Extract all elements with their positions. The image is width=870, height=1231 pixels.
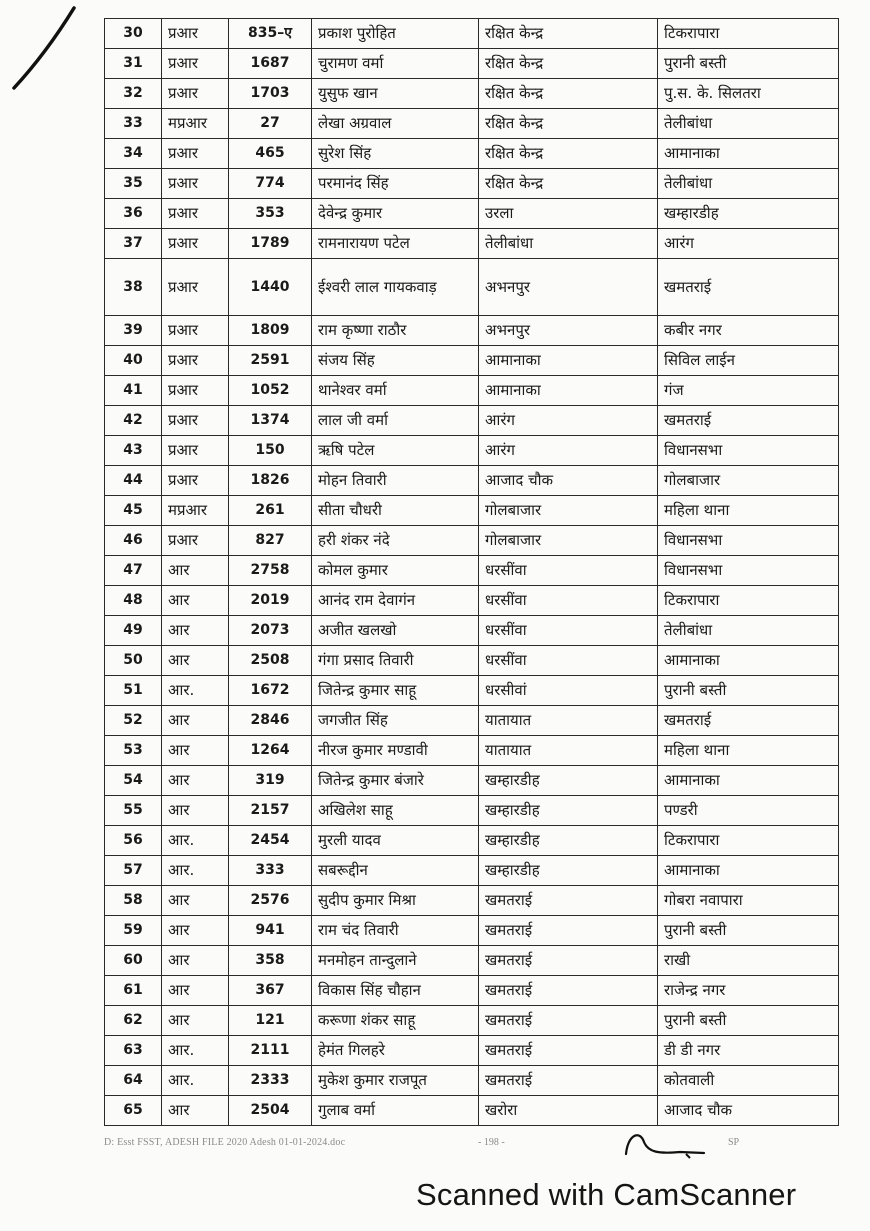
current-posting-cell: यातायात: [479, 706, 658, 736]
table-row: [105, 796, 839, 826]
current-posting-cell: खमतराई: [479, 976, 658, 1006]
serial-number-cell: 42: [105, 406, 162, 436]
rank-cell: मप्रआर: [162, 109, 229, 139]
rank-cell: आर: [162, 1006, 229, 1036]
current-posting-cell: खम्हारडीह: [479, 796, 658, 826]
serial-number-cell: 56: [105, 826, 162, 856]
serial-number-cell: 53: [105, 736, 162, 766]
table-row: [105, 586, 839, 616]
rank-cell: प्रआर: [162, 79, 229, 109]
rank-cell: आर: [162, 976, 229, 1006]
name-cell: अखिलेश साहू: [312, 796, 479, 826]
signature-icon: [618, 1124, 708, 1164]
current-posting-cell: तेलीबांधा: [479, 229, 658, 259]
rank-cell: प्रआर: [162, 526, 229, 556]
new-posting-cell: आमानाका: [658, 646, 839, 676]
serial-number-cell: 39: [105, 316, 162, 346]
current-posting-cell: धरसींवा: [479, 586, 658, 616]
table-row: [105, 316, 839, 346]
rank-cell: प्रआर: [162, 139, 229, 169]
badge-number-cell: 2591: [229, 346, 312, 376]
rank-cell: आर: [162, 706, 229, 736]
badge-number-cell: 2846: [229, 706, 312, 736]
table-row: [105, 496, 839, 526]
new-posting-cell: पु.स. के. सिलतरा: [658, 79, 839, 109]
new-posting-cell: कोतवाली: [658, 1066, 839, 1096]
rank-cell: प्रआर: [162, 229, 229, 259]
current-posting-cell: धरसींवा: [479, 556, 658, 586]
serial-number-cell: 51: [105, 676, 162, 706]
rank-cell: प्रआर: [162, 49, 229, 79]
new-posting-cell: आजाद चौक: [658, 1096, 839, 1126]
badge-number-cell: 121: [229, 1006, 312, 1036]
table-row: [105, 856, 839, 886]
rank-cell: प्रआर: [162, 436, 229, 466]
name-cell: सुरेश सिंह: [312, 139, 479, 169]
name-cell: अजीत खलखो: [312, 616, 479, 646]
serial-number-cell: 62: [105, 1006, 162, 1036]
serial-number-cell: 49: [105, 616, 162, 646]
name-cell: जितेन्द्र कुमार बंजारे: [312, 766, 479, 796]
name-cell: गुलाब वर्मा: [312, 1096, 479, 1126]
name-cell: मुरली यादव: [312, 826, 479, 856]
name-cell: सबरूद्दीन: [312, 856, 479, 886]
serial-number-cell: 46: [105, 526, 162, 556]
table-row: [105, 19, 839, 49]
current-posting-cell: उरला: [479, 199, 658, 229]
name-cell: लेखा अग्रवाल: [312, 109, 479, 139]
badge-number-cell: 1440: [229, 259, 312, 316]
rank-cell: प्रआर: [162, 466, 229, 496]
table-row: [105, 676, 839, 706]
table-row: [105, 976, 839, 1006]
name-cell: जगजीत सिंह: [312, 706, 479, 736]
name-cell: सुदीप कुमार मिश्रा: [312, 886, 479, 916]
rank-cell: आर: [162, 646, 229, 676]
table-row: [105, 706, 839, 736]
new-posting-cell: टिकरापारा: [658, 19, 839, 49]
current-posting-cell: धरसीवां: [479, 676, 658, 706]
new-posting-cell: खमतराई: [658, 706, 839, 736]
serial-number-cell: 50: [105, 646, 162, 676]
table-row: [105, 79, 839, 109]
rank-cell: प्रआर: [162, 259, 229, 316]
table-row: [105, 946, 839, 976]
badge-number-cell: 1809: [229, 316, 312, 346]
serial-number-cell: 47: [105, 556, 162, 586]
current-posting-cell: रक्षित केन्द्र: [479, 79, 658, 109]
serial-number-cell: 34: [105, 139, 162, 169]
name-cell: ऋषि पटेल: [312, 436, 479, 466]
rank-cell: प्रआर: [162, 199, 229, 229]
new-posting-cell: विधानसभा: [658, 526, 839, 556]
table-row: [105, 436, 839, 466]
serial-number-cell: 36: [105, 199, 162, 229]
table-row: [105, 466, 839, 496]
new-posting-cell: कबीर नगर: [658, 316, 839, 346]
footer-page-number: - 198 -: [478, 1137, 505, 1148]
rank-cell: प्रआर: [162, 406, 229, 436]
rank-cell: आर.: [162, 676, 229, 706]
badge-number-cell: 150: [229, 436, 312, 466]
serial-number-cell: 48: [105, 586, 162, 616]
badge-number-cell: 2454: [229, 826, 312, 856]
table-row: [105, 916, 839, 946]
new-posting-cell: तेलीबांधा: [658, 169, 839, 199]
serial-number-cell: 45: [105, 496, 162, 526]
rank-cell: आर: [162, 586, 229, 616]
badge-number-cell: 1374: [229, 406, 312, 436]
current-posting-cell: रक्षित केन्द्र: [479, 139, 658, 169]
rank-cell: आर: [162, 616, 229, 646]
current-posting-cell: आमानाका: [479, 346, 658, 376]
serial-number-cell: 35: [105, 169, 162, 199]
new-posting-cell: पण्डरी: [658, 796, 839, 826]
badge-number-cell: 333: [229, 856, 312, 886]
badge-number-cell: 27: [229, 109, 312, 139]
new-posting-cell: आमानाका: [658, 139, 839, 169]
transfer-table: [104, 18, 839, 1126]
name-cell: मनमोहन तान्दुलाने: [312, 946, 479, 976]
rank-cell: आर: [162, 556, 229, 586]
name-cell: प्रकाश पुरोहित: [312, 19, 479, 49]
new-posting-cell: गोबरा नवापारा: [658, 886, 839, 916]
current-posting-cell: रक्षित केन्द्र: [479, 169, 658, 199]
badge-number-cell: 1703: [229, 79, 312, 109]
new-posting-cell: खम्हारडीह: [658, 199, 839, 229]
current-posting-cell: रक्षित केन्द्र: [479, 49, 658, 79]
current-posting-cell: खम्हारडीह: [479, 826, 658, 856]
name-cell: लाल जी वर्मा: [312, 406, 479, 436]
serial-number-cell: 44: [105, 466, 162, 496]
badge-number-cell: 261: [229, 496, 312, 526]
new-posting-cell: खमतराई: [658, 406, 839, 436]
current-posting-cell: खमतराई: [479, 1066, 658, 1096]
serial-number-cell: 32: [105, 79, 162, 109]
rank-cell: प्रआर: [162, 316, 229, 346]
current-posting-cell: गोलबाजार: [479, 496, 658, 526]
table-row: [105, 526, 839, 556]
table-row: [105, 229, 839, 259]
badge-number-cell: 358: [229, 946, 312, 976]
rank-cell: आर.: [162, 856, 229, 886]
table-row: [105, 616, 839, 646]
table-row: [105, 826, 839, 856]
badge-number-cell: 1672: [229, 676, 312, 706]
badge-number-cell: 367: [229, 976, 312, 1006]
name-cell: युसुफ खान: [312, 79, 479, 109]
pen-mark-icon: [8, 4, 78, 94]
badge-number-cell: 2111: [229, 1036, 312, 1066]
name-cell: जितेन्द्र कुमार साहू: [312, 676, 479, 706]
new-posting-cell: पुरानी बस्ती: [658, 916, 839, 946]
transfer-table-body: [105, 19, 839, 1126]
new-posting-cell: गंज: [658, 376, 839, 406]
serial-number-cell: 54: [105, 766, 162, 796]
table-row: [105, 169, 839, 199]
current-posting-cell: खम्हारडीह: [479, 856, 658, 886]
serial-number-cell: 65: [105, 1096, 162, 1126]
current-posting-cell: खमतराई: [479, 916, 658, 946]
serial-number-cell: 41: [105, 376, 162, 406]
new-posting-cell: आमानाका: [658, 856, 839, 886]
new-posting-cell: विधानसभा: [658, 556, 839, 586]
rank-cell: प्रआर: [162, 346, 229, 376]
new-posting-cell: तेलीबांधा: [658, 616, 839, 646]
rank-cell: आर: [162, 1096, 229, 1126]
table-row: [105, 556, 839, 586]
current-posting-cell: खरोरा: [479, 1096, 658, 1126]
name-cell: विकास सिंह चौहान: [312, 976, 479, 1006]
serial-number-cell: 40: [105, 346, 162, 376]
current-posting-cell: खमतराई: [479, 1036, 658, 1066]
new-posting-cell: आरंग: [658, 229, 839, 259]
serial-number-cell: 37: [105, 229, 162, 259]
current-posting-cell: आजाद चौक: [479, 466, 658, 496]
serial-number-cell: 43: [105, 436, 162, 466]
current-posting-cell: खमतराई: [479, 1006, 658, 1036]
serial-number-cell: 63: [105, 1036, 162, 1066]
table-row: [105, 199, 839, 229]
rank-cell: आर: [162, 796, 229, 826]
name-cell: परमानंद सिंह: [312, 169, 479, 199]
name-cell: चुरामण वर्मा: [312, 49, 479, 79]
new-posting-cell: राखी: [658, 946, 839, 976]
table-row: [105, 736, 839, 766]
current-posting-cell: धरसींवा: [479, 646, 658, 676]
name-cell: कोमल कुमार: [312, 556, 479, 586]
badge-number-cell: 1052: [229, 376, 312, 406]
table-row: [105, 109, 839, 139]
badge-number-cell: 1826: [229, 466, 312, 496]
current-posting-cell: यातायात: [479, 736, 658, 766]
badge-number-cell: 1789: [229, 229, 312, 259]
new-posting-cell: खमतराई: [658, 259, 839, 316]
rank-cell: मप्रआर: [162, 496, 229, 526]
new-posting-cell: विधानसभा: [658, 436, 839, 466]
rank-cell: आर.: [162, 1066, 229, 1096]
new-posting-cell: टिकरापारा: [658, 826, 839, 856]
current-posting-cell: खमतराई: [479, 946, 658, 976]
rank-cell: आर: [162, 916, 229, 946]
table-row: [105, 1006, 839, 1036]
current-posting-cell: अभनपुर: [479, 259, 658, 316]
serial-number-cell: 59: [105, 916, 162, 946]
badge-number-cell: 827: [229, 526, 312, 556]
name-cell: हेमंत गिलहरे: [312, 1036, 479, 1066]
serial-number-cell: 58: [105, 886, 162, 916]
new-posting-cell: आमानाका: [658, 766, 839, 796]
rank-cell: आर: [162, 766, 229, 796]
new-posting-cell: पुरानी बस्ती: [658, 49, 839, 79]
current-posting-cell: रक्षित केन्द्र: [479, 109, 658, 139]
table-row: [105, 376, 839, 406]
table-row: [105, 49, 839, 79]
new-posting-cell: राजेन्द्र नगर: [658, 976, 839, 1006]
footer-file-path: D: Esst FSST, ADESH FILE 2020 Adesh 01-01-2024.doc: [104, 1137, 346, 1148]
serial-number-cell: 60: [105, 946, 162, 976]
rank-cell: आर.: [162, 826, 229, 856]
table-row: [105, 1096, 839, 1126]
new-posting-cell: तेलीबांधा: [658, 109, 839, 139]
current-posting-cell: रक्षित केन्द्र: [479, 19, 658, 49]
name-cell: राम कृष्णा राठौर: [312, 316, 479, 346]
name-cell: मोहन तिवारी: [312, 466, 479, 496]
serial-number-cell: 30: [105, 19, 162, 49]
name-cell: थानेश्वर वर्मा: [312, 376, 479, 406]
serial-number-cell: 31: [105, 49, 162, 79]
badge-number-cell: 835–ए: [229, 19, 312, 49]
badge-number-cell: 2758: [229, 556, 312, 586]
name-cell: देवेन्द्र कुमार: [312, 199, 479, 229]
badge-number-cell: 2073: [229, 616, 312, 646]
table-row: [105, 646, 839, 676]
name-cell: आनंद राम देवागंन: [312, 586, 479, 616]
badge-number-cell: 353: [229, 199, 312, 229]
rank-cell: आर: [162, 946, 229, 976]
name-cell: हरी शंकर नंदे: [312, 526, 479, 556]
badge-number-cell: 2333: [229, 1066, 312, 1096]
serial-number-cell: 33: [105, 109, 162, 139]
name-cell: मुकेश कुमार राजपूत: [312, 1066, 479, 1096]
badge-number-cell: 1687: [229, 49, 312, 79]
table-row: [105, 1036, 839, 1066]
table-row: [105, 346, 839, 376]
current-posting-cell: गोलबाजार: [479, 526, 658, 556]
current-posting-cell: धरसींवा: [479, 616, 658, 646]
name-cell: नीरज कुमार मण्डावी: [312, 736, 479, 766]
badge-number-cell: 2504: [229, 1096, 312, 1126]
new-posting-cell: डी डी नगर: [658, 1036, 839, 1066]
table-row: [105, 1066, 839, 1096]
table-row: [105, 406, 839, 436]
badge-number-cell: 319: [229, 766, 312, 796]
current-posting-cell: आरंग: [479, 436, 658, 466]
badge-number-cell: 941: [229, 916, 312, 946]
new-posting-cell: सिविल लाईन: [658, 346, 839, 376]
name-cell: करूणा शंकर साहू: [312, 1006, 479, 1036]
new-posting-cell: पुरानी बस्ती: [658, 1006, 839, 1036]
serial-number-cell: 61: [105, 976, 162, 1006]
rank-cell: आर: [162, 886, 229, 916]
camscanner-watermark: Scanned with CamScanner: [416, 1177, 797, 1212]
rank-cell: आर.: [162, 1036, 229, 1066]
rank-cell: आर: [162, 736, 229, 766]
name-cell: संजय सिंह: [312, 346, 479, 376]
current-posting-cell: आरंग: [479, 406, 658, 436]
rank-cell: प्रआर: [162, 19, 229, 49]
current-posting-cell: आमानाका: [479, 376, 658, 406]
current-posting-cell: अभनपुर: [479, 316, 658, 346]
badge-number-cell: 2508: [229, 646, 312, 676]
serial-number-cell: 38: [105, 259, 162, 316]
serial-number-cell: 57: [105, 856, 162, 886]
badge-number-cell: 2576: [229, 886, 312, 916]
new-posting-cell: महिला थाना: [658, 736, 839, 766]
table-row: [105, 139, 839, 169]
badge-number-cell: 2019: [229, 586, 312, 616]
new-posting-cell: टिकरापारा: [658, 586, 839, 616]
serial-number-cell: 64: [105, 1066, 162, 1096]
serial-number-cell: 55: [105, 796, 162, 826]
name-cell: गंगा प्रसाद तिवारी: [312, 646, 479, 676]
name-cell: सीता चौधरी: [312, 496, 479, 526]
current-posting-cell: खम्हारडीह: [479, 766, 658, 796]
name-cell: ईश्वरी लाल गायकवाड़: [312, 259, 479, 316]
new-posting-cell: महिला थाना: [658, 496, 839, 526]
current-posting-cell: खमतराई: [479, 886, 658, 916]
serial-number-cell: 52: [105, 706, 162, 736]
table-row: [105, 886, 839, 916]
new-posting-cell: पुरानी बस्ती: [658, 676, 839, 706]
table-row: [105, 259, 839, 316]
name-cell: रामनारायण पटेल: [312, 229, 479, 259]
footer-initials: SP: [728, 1137, 740, 1148]
badge-number-cell: 1264: [229, 736, 312, 766]
badge-number-cell: 774: [229, 169, 312, 199]
badge-number-cell: 465: [229, 139, 312, 169]
name-cell: राम चंद तिवारी: [312, 916, 479, 946]
new-posting-cell: गोलबाजार: [658, 466, 839, 496]
rank-cell: प्रआर: [162, 169, 229, 199]
table-row: [105, 766, 839, 796]
badge-number-cell: 2157: [229, 796, 312, 826]
rank-cell: प्रआर: [162, 376, 229, 406]
